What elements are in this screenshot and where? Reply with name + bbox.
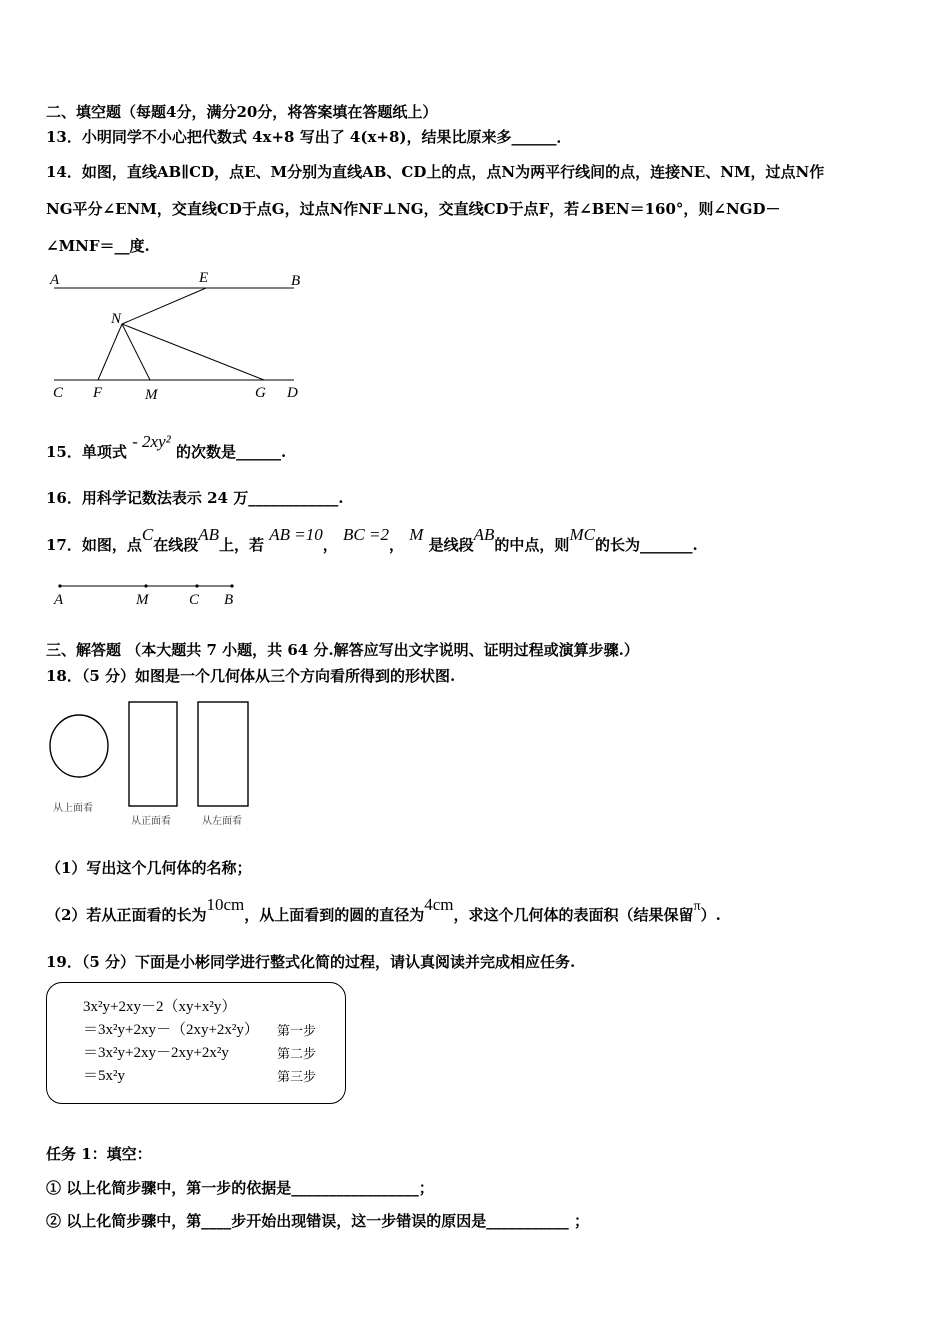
task-1-item-2: ② 以上化简步骤中，第____步开始出现错误，这一步错误的原因是___________ ； bbox=[46, 1212, 589, 1230]
step-3-expression: ＝5x²y bbox=[83, 1068, 125, 1084]
caption-front-view: 从正面看 bbox=[131, 816, 171, 827]
question-17 bbox=[46, 525, 698, 555]
q17-text-6: 是线段 bbox=[428, 536, 474, 554]
segment-ne bbox=[122, 288, 206, 324]
label-c: C bbox=[53, 385, 64, 401]
label-c: C bbox=[189, 592, 200, 608]
q17-math-ab-2: AB bbox=[473, 525, 495, 544]
q18-math-pi: π bbox=[693, 899, 701, 914]
q18-part2-text-3: ，求这个几何体的表面积（结果保留 bbox=[453, 906, 694, 924]
label-m: M bbox=[136, 592, 149, 608]
label-a: A bbox=[54, 592, 64, 608]
q18-math-10cm: 10cm bbox=[206, 895, 245, 914]
q18-part2-text-1: （2）若从正面看的长为 bbox=[46, 906, 207, 924]
label-b: B bbox=[291, 273, 301, 289]
label-m: M bbox=[145, 387, 158, 403]
label-d: D bbox=[287, 385, 298, 401]
question-14-line-1: 14．如图，直线AB∥CD，点E、M分别为直线AB、CD上的点，点N为两平行线间的点，连接NE、NM，过点N作 bbox=[46, 163, 825, 181]
label-f: F bbox=[93, 385, 103, 401]
segment-ng bbox=[122, 324, 264, 380]
label-e: E bbox=[199, 270, 209, 286]
q17-text-7: 的中点，则 bbox=[494, 536, 570, 554]
label-b: B bbox=[224, 592, 234, 608]
segment-nm bbox=[122, 324, 150, 380]
top-view-circle bbox=[50, 715, 108, 777]
point-m bbox=[144, 584, 147, 587]
q18-part2-text-4: ）. bbox=[700, 906, 721, 924]
q17-math-bc-2: BC =2 bbox=[343, 525, 389, 544]
q17-text-1: 17．如图，点 bbox=[46, 536, 142, 554]
label-g: G bbox=[255, 385, 266, 401]
question-17-figure bbox=[46, 575, 246, 611]
step-2-expression: ＝3x²y+2xy－2xy+2x²y bbox=[83, 1045, 229, 1061]
q17-text-4: ， bbox=[322, 536, 338, 554]
question-14-line-2: NG平分∠ENM，交直线CD于点G，过点N作NF⊥NG，交直线CD于点F，若∠BEN＝160°，则∠NGD－ bbox=[46, 200, 781, 218]
section-3-heading: 三、解答题 （本大题共 7 小题，共 64 分.解答应写出文字说明、证明过程或演算步骤.） bbox=[46, 641, 639, 659]
q18-part2-text-2: ，从上面看到的圆的直径为 bbox=[244, 906, 425, 924]
q17-math-m: M bbox=[409, 525, 424, 544]
caption-left-view: 从左面看 bbox=[202, 816, 242, 827]
q17-math-c: C bbox=[141, 525, 154, 544]
monomial-expression: - 2xy² bbox=[132, 432, 171, 451]
section-2-heading: 二、填空题（每题4分，满分20分，将答案填在答题纸上） bbox=[46, 103, 438, 121]
q17-text-3: 上，若 bbox=[219, 536, 265, 554]
question-18-title: 18．（5 分）如图是一个几何体从三个方向看所得到的形状图. bbox=[46, 667, 456, 685]
step-1-label: 第一步 bbox=[277, 1024, 317, 1039]
simplification-box bbox=[46, 982, 346, 1104]
point-a bbox=[58, 584, 61, 587]
step-1-expression: ＝3x²y+2xy－（2xy+2x²y） bbox=[83, 1022, 259, 1038]
question-19-title: 19．（5 分）下面是小彬同学进行整式化简的过程，请认真阅读并完成相应任务. bbox=[46, 953, 576, 971]
question-15-suffix: 的次数是______. bbox=[175, 443, 287, 461]
task-1-item-1: ① 以上化简步骤中，第一步的依据是_________________； bbox=[46, 1179, 434, 1197]
question-18-part-1: （1）写出这个几何体的名称； bbox=[46, 859, 252, 877]
question-15 bbox=[46, 432, 287, 462]
q17-text-2: 在线段 bbox=[153, 536, 199, 554]
step-3-label: 第三步 bbox=[277, 1070, 317, 1085]
step-0-expression: 3x²y+2xy－2（xy+x²y） bbox=[83, 999, 237, 1015]
caption-top-view: 从上面看 bbox=[53, 803, 93, 814]
question-13: 13．小明同学不小心把代数式 4x+8 写出了 4(x+8)，结果比原来多______． bbox=[46, 128, 572, 146]
question-14-line-3: ∠MNF＝__度. bbox=[46, 237, 150, 255]
front-view-rect bbox=[129, 702, 177, 806]
step-2-label: 第二步 bbox=[277, 1047, 317, 1062]
question-16: 16．用科学记数法表示 24 万____________. bbox=[46, 489, 344, 507]
left-view-rect bbox=[198, 702, 248, 806]
question-14-figure bbox=[46, 266, 316, 406]
q18-math-4cm: 4cm bbox=[424, 895, 454, 914]
q17-math-ab: AB bbox=[198, 525, 220, 544]
q17-math-mc: MC bbox=[569, 525, 595, 544]
q17-math-ab-10: AB =10 bbox=[269, 525, 323, 544]
q17-text-8: 的长为_______. bbox=[594, 536, 698, 554]
point-b bbox=[230, 584, 233, 587]
question-18-part-2 bbox=[46, 895, 721, 927]
segment-nf bbox=[98, 324, 122, 380]
label-a: A bbox=[50, 272, 60, 288]
q17-text-5: ， bbox=[388, 536, 404, 554]
task-1-title: 任务 1：填空： bbox=[46, 1145, 152, 1163]
point-c bbox=[195, 584, 198, 587]
label-n: N bbox=[111, 311, 122, 327]
question-18-figure bbox=[46, 698, 266, 832]
question-15-prefix: 15．单项式 bbox=[46, 443, 127, 461]
